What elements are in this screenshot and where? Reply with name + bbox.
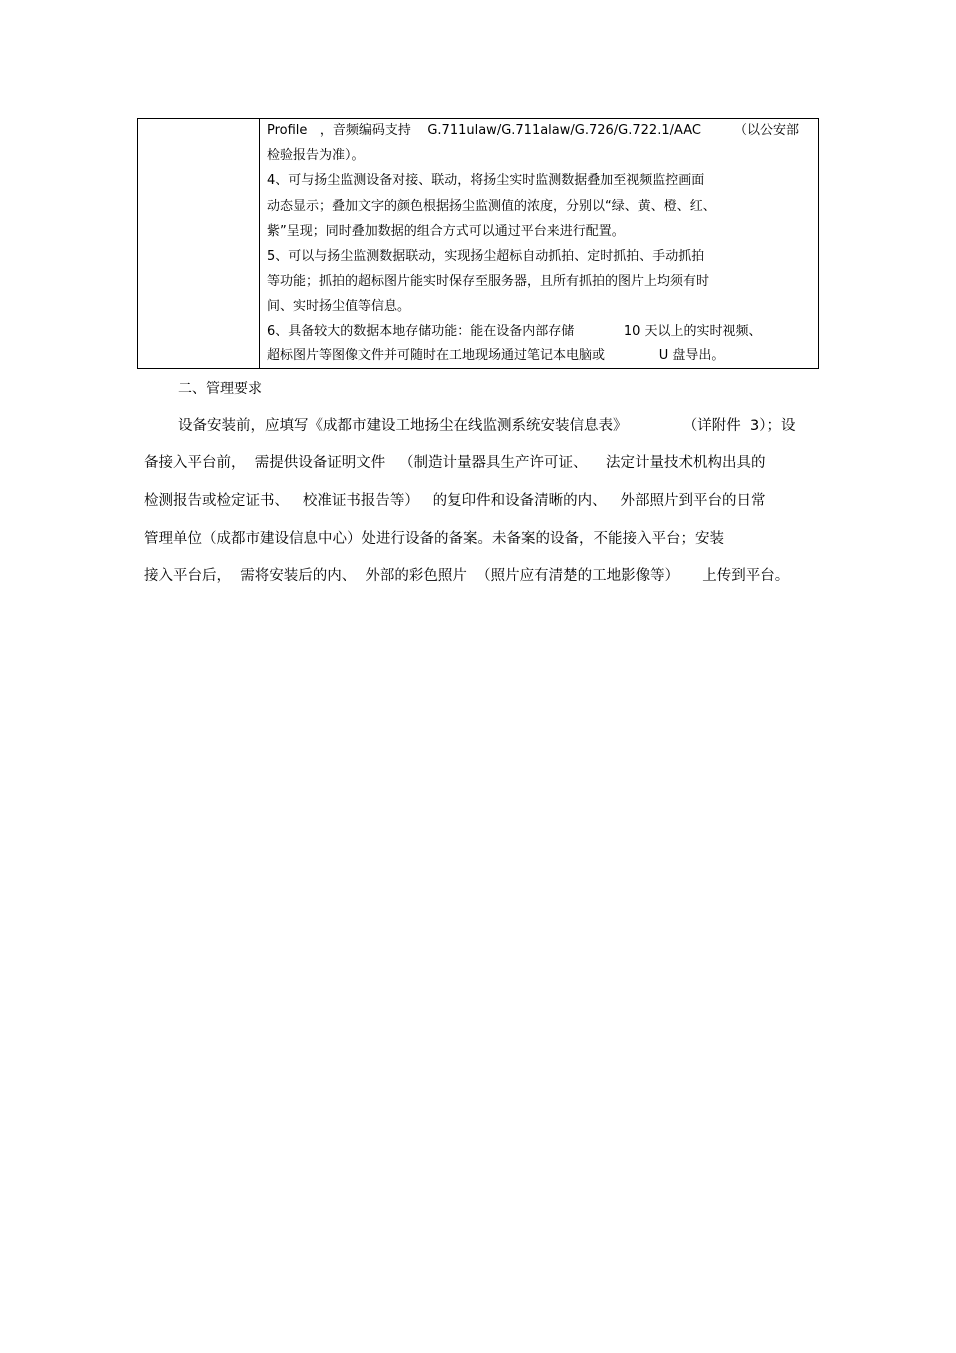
section-heading: 二、管理要求 [178, 381, 262, 397]
table-cell-line: 检验报告为准）。 [267, 148, 365, 163]
table-cell-line: 动态显示；叠加文字的颜色根据扬尘监测值的浓度，分别以“绿、黄、橙、红、 [267, 199, 716, 214]
paragraph-line: 管理单位（成都市建设信息中心）处进行设备的备案。未备案的设备，不能接入平台；安装 [144, 531, 724, 547]
table-cell-line: 5、可以与扬尘监测数据联动，实现扬尘超标自动抓拍、定时抓拍、手动抓拍 [267, 249, 705, 264]
table-cell-line: 等功能；抓拍的超标图片能实时保存至服务器，且所有抓拍的图片上均须有时 [267, 274, 710, 289]
table-cell-line: 4、可与扬尘监测设备对接、联动，将扬尘实时监测数据叠加至视频监控画面 [267, 173, 705, 188]
table-cell-line: 6、具备较大的数据本地存储功能：能在设备内部存储 10 天以上的实时视频、 [267, 324, 762, 339]
spec-table [137, 118, 819, 369]
table-cell-line: Profile ，音频编码支持 G.711ulaw/G.711alaw/G.726/G.722.1/AAC （以公安部 [267, 123, 800, 138]
paragraph-line: 接入平台后， 需将安装后的内、 外部的彩色照片 （照片应有清楚的工地影像等） 上传到平台。 [144, 568, 790, 584]
table-cell-line: 紫”呈现；同时叠加数据的组合方式可以通过平台来进行配置。 [267, 224, 625, 239]
table-column-divider [259, 119, 260, 368]
paragraph-line: 设备安装前，应填写《成都市建设工地扬尘在线监测系统安装信息表》 （详附件 3）；设 [178, 418, 796, 434]
paragraph-line: 备接入平台前， 需提供设备证明文件 （制造计量器具生产许可证、 法定计量技术机构出具的 [144, 455, 766, 471]
paragraph-line: 检测报告或检定证书、 校准证书报告等） 的复印件和设备清晰的内、 外部照片到平台的日常 [144, 493, 766, 509]
table-cell-line: 超标图片等图像文件并可随时在工地现场通过笔记本电脑或 U 盘导出。 [267, 348, 725, 363]
table-cell-line: 间、实时扬尘值等信息。 [267, 299, 411, 314]
